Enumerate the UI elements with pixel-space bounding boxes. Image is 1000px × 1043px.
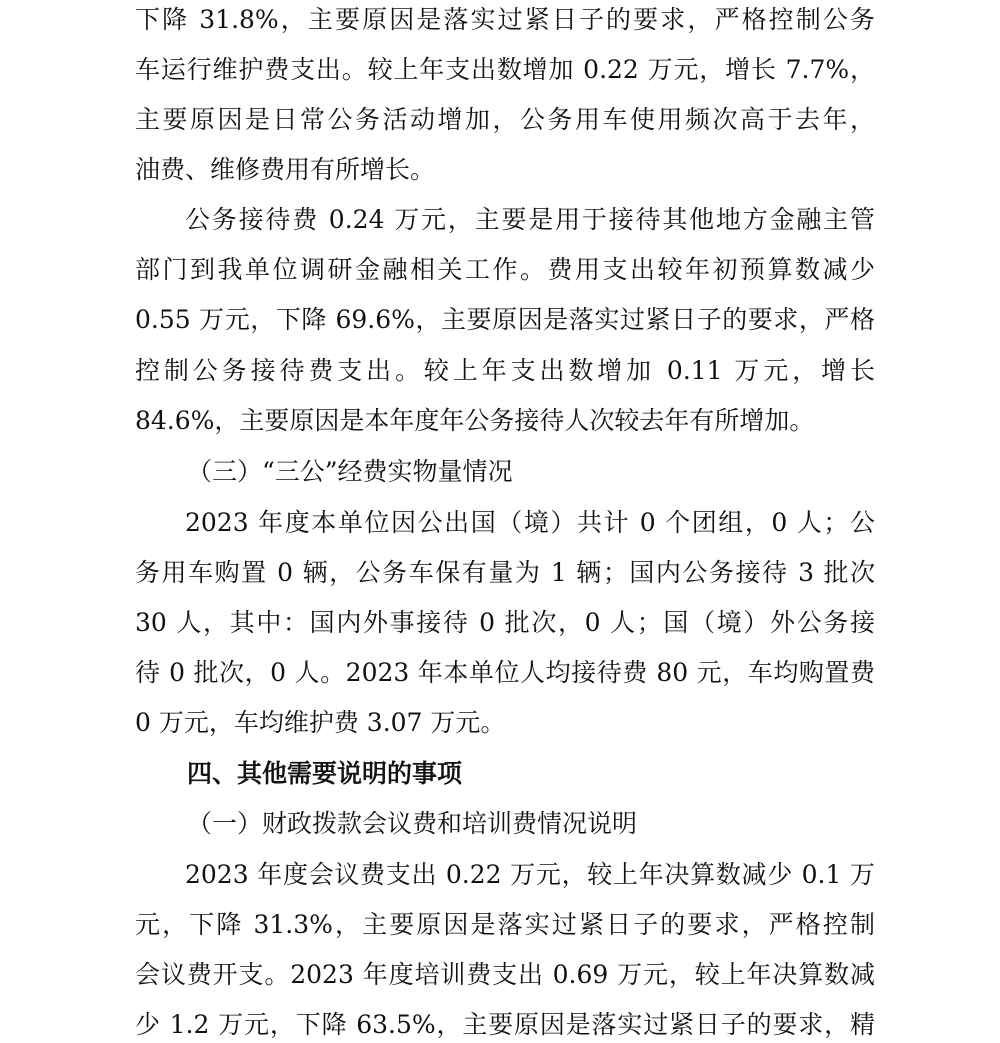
paragraph-line: 车运行维护费支出。较上年支出数增加 0.22 万元，增长 7.7%， [135, 55, 875, 84]
paragraph-line: 待 0 批次，0 人。2023 年本单位人均接待费 80 元，车均购置费 [135, 658, 875, 687]
paragraph-line: 油费、维修费用有所增长。 [135, 155, 436, 184]
paragraph-line: 控制公务接待费支出。较上年支出数增加 0.11 万元，增长 [135, 356, 875, 385]
paragraph-line: 部门到我单位调研金融相关工作。费用支出较年初预算数减少 [135, 255, 875, 284]
paragraph-line: 会议费开支。2023 年度培训费支出 0.69 万元，较上年决算数减 [135, 960, 875, 989]
paragraph-line: 2023 年度本单位因公出国（境）共计 0 个团组，0 人；公 [185, 508, 875, 537]
paragraph-line: 下降 31.8%，主要原因是落实过紧日子的要求，严格控制公务 [135, 5, 875, 34]
paragraph-line: 0.55 万元，下降 69.6%，主要原因是落实过紧日子的要求，严格 [135, 305, 875, 334]
paragraph-line: 2023 年度会议费支出 0.22 万元，较上年决算数减少 0.1 万 [185, 860, 875, 889]
paragraph-line: 84.6%，主要原因是本年度年公务接待人次较去年有所增加。 [135, 406, 815, 435]
section-subheading: （一）财政拨款会议费和培训费情况说明 [187, 809, 638, 838]
paragraph-line: 30 人，其中：国内外事接待 0 批次，0 人；国（境）外公务接 [135, 608, 875, 637]
paragraph-line: 少 1.2 万元，下降 63.5%，主要原因是落实过紧日子的要求，精 [135, 1010, 875, 1039]
section-subheading: （三）“三公”经费实物量情况 [187, 457, 513, 486]
paragraph-line: 0 万元，车均维护费 3.07 万元。 [135, 708, 506, 737]
paragraph-line: 务用车购置 0 辆，公务车保有量为 1 辆；国内公务接待 3 批次 [135, 558, 875, 587]
paragraph-line: 主要原因是日常公务活动增加，公务用车使用频次高于去年， [135, 105, 875, 134]
paragraph-line: 公务接待费 0.24 万元，主要是用于接待其他地方金融主管 [185, 205, 875, 234]
paragraph-line: 元，下降 31.3%，主要原因是落实过紧日子的要求，严格控制 [135, 910, 875, 939]
section-heading: 四、其他需要说明的事项 [187, 759, 463, 788]
